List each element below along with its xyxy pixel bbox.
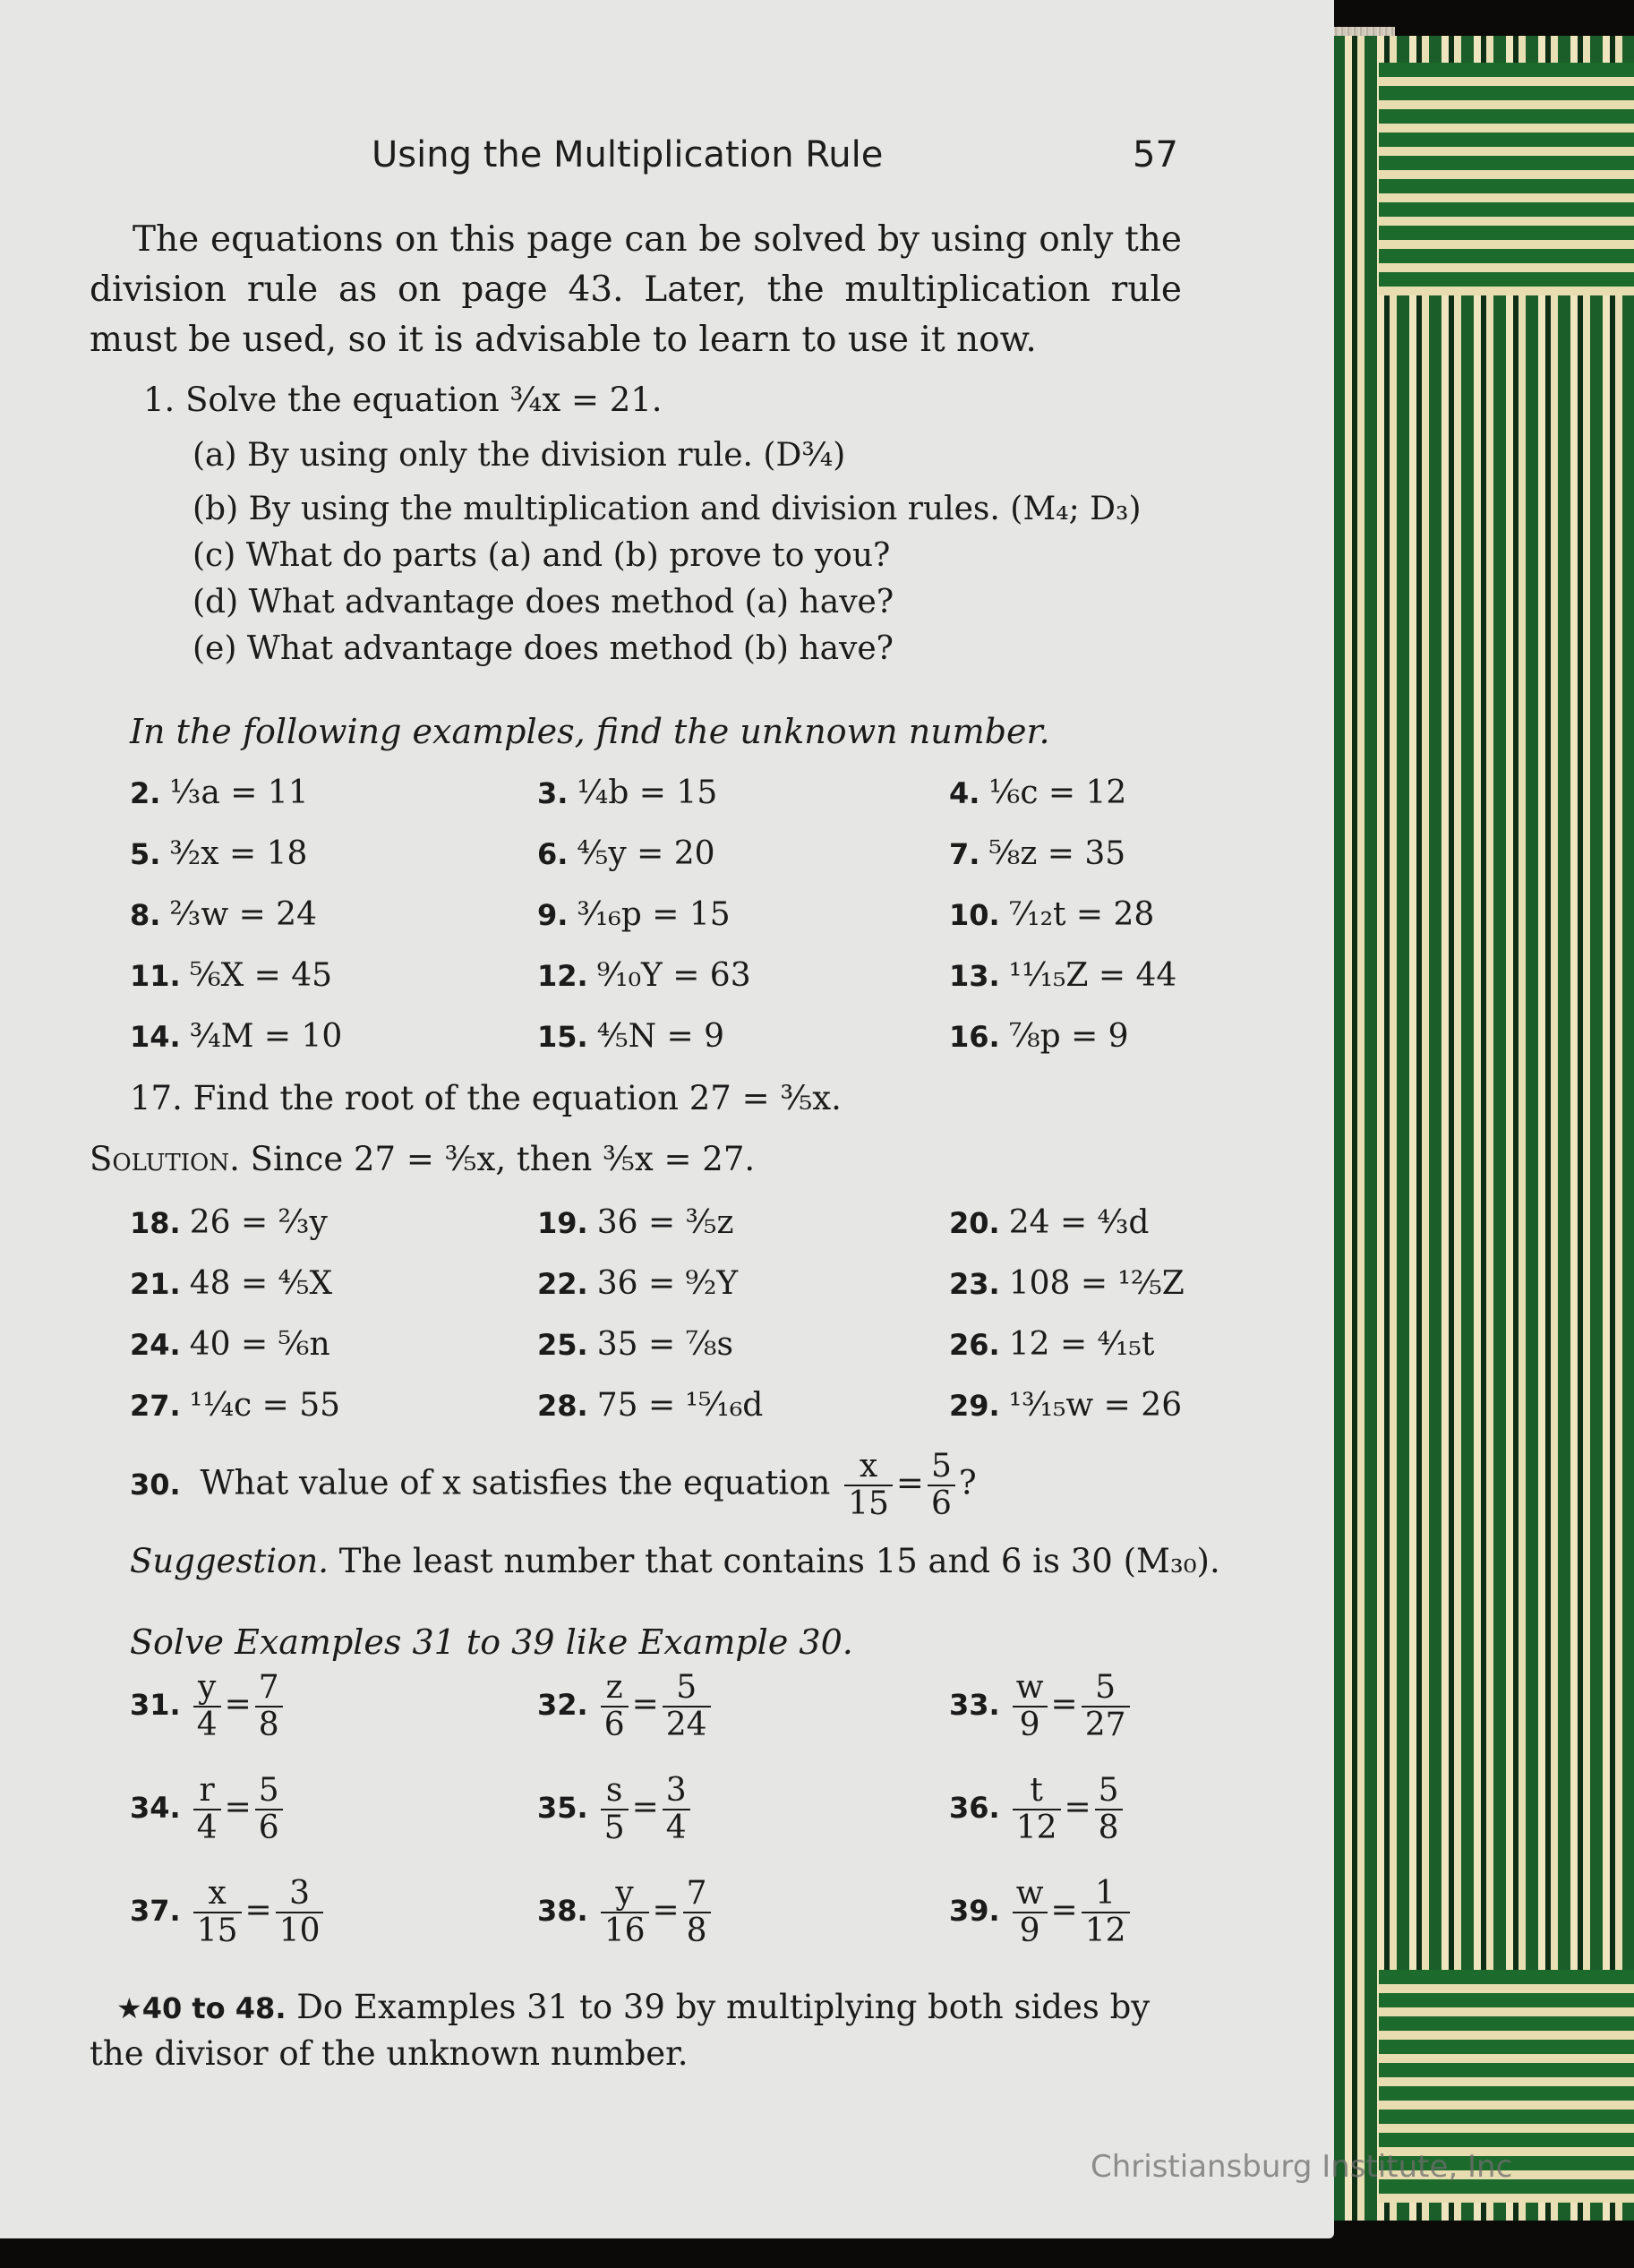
fraction [193, 1876, 242, 1949]
fraction [1095, 1773, 1123, 1846]
intro-paragraph: The equations on this page can be solved by using only the division rule as on page 43. Later, the multiplication rule must be used, so it is advisable to learn to use it now. [90, 219, 1182, 360]
numerator: 5 [928, 1449, 955, 1486]
fraction [193, 1670, 221, 1743]
example-equation: ⅞p = 9 [1008, 1018, 1129, 1055]
fraction [683, 1876, 711, 1949]
numerator: x [844, 1449, 893, 1486]
fraction [601, 1876, 649, 1949]
example-equation: 35 = ⅞s [596, 1326, 733, 1363]
denominator: 16 [603, 1913, 646, 1949]
numerator: s [601, 1773, 629, 1810]
fraction [193, 1773, 221, 1846]
example-number: 28. [537, 1389, 588, 1423]
denominator: 4 [196, 1707, 218, 1743]
book-cover-stripes [1325, 36, 1634, 2221]
example-item [130, 1204, 328, 1241]
example-item [130, 1387, 340, 1424]
denominator: 27 [1084, 1707, 1126, 1743]
numerator: z [601, 1670, 629, 1707]
example-equation: 48 = ⅘X [189, 1265, 333, 1302]
numerator: 5 [255, 1773, 283, 1810]
numerator: 3 [663, 1773, 690, 1810]
denominator: 4 [665, 1810, 687, 1846]
fraction [1082, 1670, 1130, 1743]
example-number: 34. [130, 1791, 181, 1825]
example-item [130, 1326, 330, 1363]
example-equation: ⅔w = 24 [169, 896, 317, 933]
fraction [601, 1773, 629, 1846]
example-number: 36. [949, 1791, 1000, 1825]
solution-label: Solution. [90, 1140, 240, 1178]
example-equation: ⅓a = 11 [169, 775, 309, 811]
example-number: 14. [130, 1020, 181, 1054]
example-item [130, 896, 317, 933]
numerator: 1 [1082, 1876, 1130, 1913]
example-item [130, 1018, 342, 1055]
example-item [949, 775, 1126, 811]
denominator: 8 [1098, 1810, 1119, 1846]
example-number: 24. [130, 1328, 181, 1362]
example-item [949, 1387, 1182, 1424]
example-number: 7. [949, 837, 980, 871]
book-cover-pattern-top [1379, 63, 1634, 295]
fraction-example: 38. $\frac{y}{16}$ = $\frac{7}{8}$ [537, 1876, 714, 1949]
example-number: 35. [537, 1791, 588, 1825]
example-number: 26. [949, 1328, 1000, 1362]
page-number: 57 [1133, 134, 1178, 175]
example-equation: ¹¹⁄₁₅Z = 44 [1008, 957, 1177, 994]
example-number: 31. [130, 1688, 181, 1722]
example-item [537, 896, 731, 933]
denominator: 12 [1015, 1810, 1057, 1846]
example-number: 39. [949, 1894, 1000, 1928]
numerator: 5 [663, 1670, 711, 1707]
example-equation: ¹³⁄₁₅w = 26 [1008, 1387, 1183, 1424]
question-17: 17. Find the root of the equation 27 = ⅗x. [130, 1079, 842, 1117]
example-equation: 24 = ⁴⁄₃d [1008, 1204, 1150, 1241]
watermark: Christiansburg Institute, Inc [1091, 2149, 1513, 2185]
question-30: 30. What value of x satisfies the equation $\frac{x}{15}$ = $\frac{5}{6}$ ? [130, 1448, 977, 1522]
example-number: 4. [949, 776, 980, 810]
fraction [663, 1773, 690, 1846]
example-number: 9. [537, 898, 569, 932]
question-1-part-c: (c) What do parts (a) and (b) prove to you? [192, 537, 891, 574]
final-text-line-2: the divisor of the unknown number. [90, 2034, 689, 2073]
example-number: 25. [537, 1328, 588, 1362]
question-mark: ? [958, 1463, 977, 1502]
fraction [844, 1449, 893, 1522]
instruction-heading-2: Solve Examples 31 to 39 like Example 30. [130, 1622, 853, 1662]
example-number: 10. [949, 898, 1000, 932]
numerator: 7 [683, 1876, 711, 1913]
numerator: r [193, 1773, 221, 1810]
denominator: 8 [258, 1707, 279, 1743]
denominator: 4 [196, 1810, 218, 1846]
denominator: 12 [1084, 1913, 1126, 1949]
running-head: Using the Multiplication Rule [372, 134, 884, 175]
example-number: 21. [130, 1267, 181, 1301]
denominator: 6 [258, 1810, 279, 1846]
example-number: 5. [130, 837, 161, 871]
example-item [949, 1018, 1129, 1055]
example-item [537, 775, 717, 811]
fraction-example: 32. $\frac{z}{6}$ = $\frac{5}{24}$ [537, 1670, 714, 1743]
fraction [663, 1670, 711, 1743]
example-number: 27. [130, 1389, 181, 1423]
solution-line [90, 1140, 755, 1178]
example-item [949, 1265, 1185, 1302]
example-item [537, 1326, 733, 1363]
numerator: 5 [1082, 1670, 1130, 1707]
fraction [928, 1449, 955, 1522]
numerator: 7 [255, 1670, 283, 1707]
suggestion-text: The least number that contains 15 and 6 is 30 (M₃₀). [338, 1542, 1220, 1580]
fraction-example: 35. $\frac{s}{5}$ = $\frac{3}{4}$ [537, 1773, 694, 1846]
example-number: 37. [130, 1894, 181, 1928]
numerator: 5 [1095, 1773, 1123, 1810]
fraction [1013, 1773, 1061, 1846]
solution-text: Since 27 = ⅗x, then ⅗x = 27. [250, 1140, 756, 1178]
question-1: 1. Solve the equation ¾x = 21. [143, 381, 663, 419]
example-number: 33. [949, 1688, 1000, 1722]
example-item [537, 1204, 733, 1241]
example-number: 12. [537, 959, 588, 993]
final-number: ★40 to 48. [116, 1991, 287, 2025]
denominator: 5 [603, 1810, 625, 1846]
example-number: 6. [537, 837, 569, 871]
example-number: 19. [537, 1206, 588, 1240]
final-instruction [116, 1988, 1150, 2026]
question-1-part-a: (a) By using only the division rule. (D¾) [192, 437, 846, 474]
fraction [255, 1773, 283, 1846]
example-equation: ¹¹⁄₄c = 55 [189, 1387, 341, 1424]
fraction-example: 33. $\frac{w}{9}$ = $\frac{5}{27}$ [949, 1670, 1134, 1743]
fraction [276, 1876, 324, 1949]
suggestion-label: Suggestion. [130, 1542, 329, 1580]
example-equation: 40 = ⅚n [189, 1326, 330, 1363]
example-equation: ³⁄₁₆p = 15 [577, 896, 731, 933]
denominator: 10 [278, 1913, 321, 1949]
final-text: Do Examples 31 to 39 by multiplying both sides by [296, 1988, 1151, 2026]
example-item [537, 1387, 763, 1424]
example-equation: ⅚X = 45 [189, 957, 333, 994]
denominator: 15 [848, 1485, 889, 1522]
question-30-text: What value of x satisfies the equation [200, 1463, 831, 1502]
example-equation: 108 = ¹²⁄₅Z [1008, 1265, 1185, 1302]
numerator: y [193, 1670, 221, 1707]
example-item [537, 957, 751, 994]
example-item [130, 835, 307, 872]
fraction [1013, 1876, 1048, 1949]
fraction-example: 39. $\frac{w}{9}$ = $\frac{1}{12}$ [949, 1876, 1134, 1949]
denominator: 6 [930, 1485, 952, 1522]
denominator: 9 [1019, 1707, 1040, 1743]
denominator: 15 [196, 1913, 238, 1949]
example-item [537, 835, 715, 872]
example-item [130, 1265, 332, 1302]
example-equation: ¾M = 10 [189, 1018, 343, 1055]
example-equation: 36 = ⅗z [596, 1204, 734, 1241]
example-item [130, 957, 332, 994]
denominator: 24 [665, 1707, 707, 1743]
example-equation: 12 = ⁴⁄₁₅t [1008, 1326, 1155, 1363]
example-number: 18. [130, 1206, 181, 1240]
example-equation: 75 = ¹⁵⁄₁₆d [596, 1387, 764, 1424]
numerator: 3 [276, 1876, 324, 1913]
example-item [130, 775, 309, 811]
fraction-example: 31. $\frac{y}{4}$ = $\frac{7}{8}$ [130, 1670, 287, 1743]
example-number: 13. [949, 959, 1000, 993]
denominator: 6 [603, 1707, 625, 1743]
example-item [949, 835, 1125, 872]
example-equation: ⁹⁄₁₀Y = 63 [596, 957, 751, 994]
question-1-part-b: (b) By using the multiplication and division rules. (M₄; D₃) [192, 491, 1142, 527]
example-number: 15. [537, 1020, 588, 1054]
example-item [537, 1265, 738, 1302]
question-30-number: 30. [130, 1467, 181, 1502]
example-item [949, 1326, 1154, 1363]
numerator: x [193, 1876, 242, 1913]
question-1-part-e: (e) What advantage does method (b) have? [192, 630, 894, 667]
fraction [1013, 1670, 1048, 1743]
example-number: 22. [537, 1267, 588, 1301]
example-equation: ⅙c = 12 [988, 775, 1127, 811]
denominator: 9 [1019, 1913, 1040, 1949]
example-item [949, 957, 1176, 994]
numerator: y [601, 1876, 649, 1913]
example-number: 29. [949, 1389, 1000, 1423]
example-item [949, 1204, 1149, 1241]
fraction-example: 36. $\frac{t}{12}$ = $\frac{5}{8}$ [949, 1773, 1126, 1846]
example-number: 11. [130, 959, 181, 993]
fraction-example: 37. $\frac{x}{15}$ = $\frac{3}{10}$ [130, 1876, 327, 1949]
fraction [255, 1670, 283, 1743]
example-equation: 26 = ⅔y [189, 1204, 328, 1241]
example-item [537, 1018, 724, 1055]
instruction-heading: In the following examples, find the unknown number. [130, 712, 1050, 751]
example-equation: 36 = ⁹⁄₂Y [596, 1265, 739, 1302]
example-number: 23. [949, 1267, 1000, 1301]
fraction [601, 1670, 629, 1743]
example-equation: ¼b = 15 [577, 775, 718, 811]
example-equation: ⅘N = 9 [596, 1018, 725, 1055]
example-item [949, 896, 1154, 933]
suggestion [130, 1542, 1220, 1580]
example-number: 8. [130, 898, 161, 932]
example-number: 38. [537, 1894, 588, 1928]
example-number: 16. [949, 1020, 1000, 1054]
fraction [1082, 1876, 1130, 1949]
numerator: t [1013, 1773, 1061, 1810]
example-equation: ³⁄₂x = 18 [169, 835, 308, 872]
example-equation: ⅝z = 35 [988, 835, 1126, 872]
example-number: 32. [537, 1688, 588, 1722]
fraction-example: 34. $\frac{r}{4}$ = $\frac{5}{6}$ [130, 1773, 287, 1846]
question-1-part-d: (d) What advantage does method (a) have? [192, 584, 894, 620]
example-equation: ⁷⁄₁₂t = 28 [1008, 896, 1155, 933]
example-number: 2. [130, 776, 161, 810]
example-equation: ⅘y = 20 [577, 835, 715, 872]
numerator: w [1013, 1876, 1048, 1913]
numerator: w [1013, 1670, 1048, 1707]
example-number: 3. [537, 776, 569, 810]
denominator: 8 [686, 1913, 707, 1949]
example-number: 20. [949, 1206, 1000, 1240]
